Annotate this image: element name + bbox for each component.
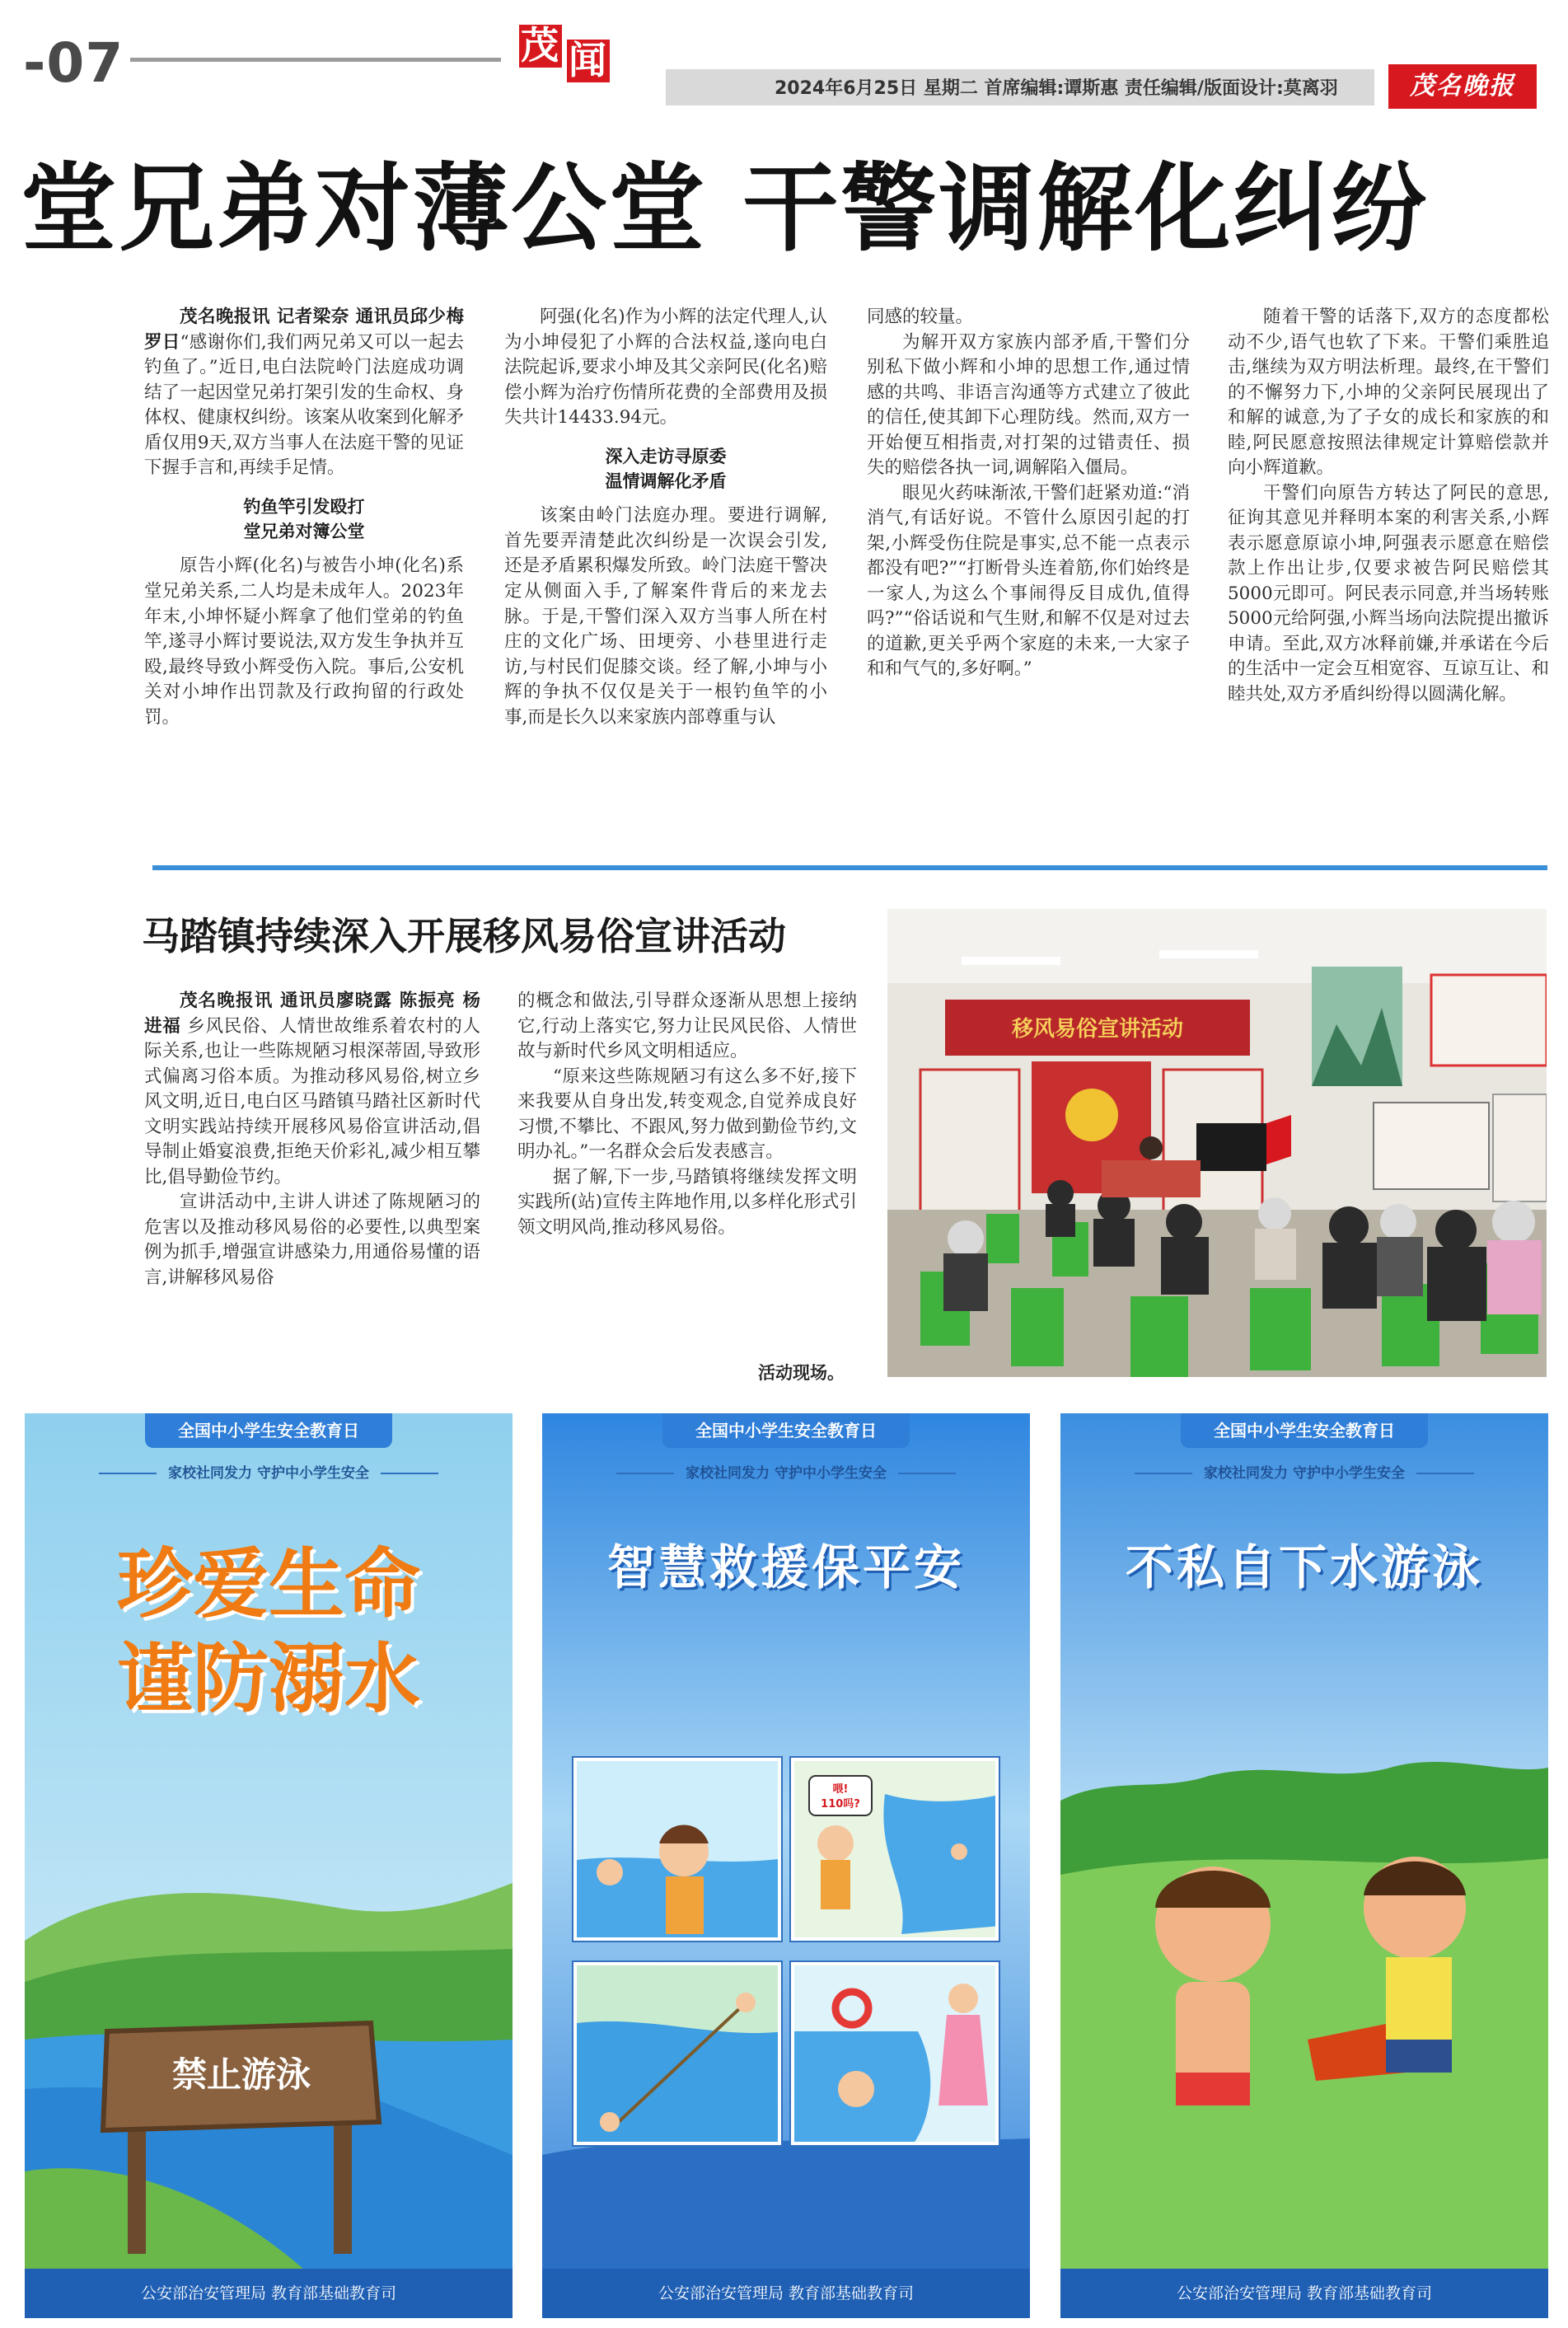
article1-headline: 堂兄弟对薄公堂 干警调解化纠纷 <box>21 153 1430 265</box>
poster3-title: 不私自下水游泳 <box>1125 1539 1483 1595</box>
poster2-title: 智慧救援保平安 <box>606 1539 965 1595</box>
svg-text:喂!: 喂! <box>832 1783 849 1796</box>
article2-headline: 马踏镇持续深入开展移风易俗宣讲活动 <box>142 914 786 958</box>
article2-col1: 茂名晚报讯 通讯员廖晓露 陈振亮 杨进福 乡风民俗、人情世故维系着农村的人际关系,也让一些陈规陋习根深蒂固,导致形式偏离习俗本质。为推动移风易俗,树立乡风文明,近日,电白区马踏镇马踏社区新时代文明实践站持续开展移风易俗宣讲活动,倡导制止婚宴浪费,拒绝天价彩礼,减少相互攀比,倡导勤俭节约。 宣讲活动中,主讲人讲述了陈规陋习的危害以及推动移风易俗的必要性,以典型案例为抓手,增强宣讲感染力,用通俗易懂的语言,讲解移风易俗 <box>144 991 480 1288</box>
newspaper-logo: 茂名晚报 <box>1388 64 1537 109</box>
poster1-motto: 家校社同发力 守护中小学生安全 <box>25 1461 513 1482</box>
poster1-footer: 公安部治安管理局 教育部基础教育司 <box>25 2269 513 2318</box>
article1-subhead-2: 深入走访寻原委 温情调解化矛盾 <box>605 446 727 492</box>
photo-caption: 活动现场。 <box>758 1363 845 1383</box>
article1-col3: 同感的较量。 为解开双方家族内部矛盾,干警们分别私下做小辉和小坤的思想工作,通过情感的共鸣、非语言沟通等方式建立了彼此的信任,使其卸下心理防线。然而,双方一开始便互相指责,对打架的过错责任、损失的赔偿各执一词,调解陷入僵局。 眼见火药味渐浓,干警们赶紧劝道:“消消气,有话好说。不管什么原因引起的打架,小辉受伤住院是事实,总不能一点表示都没有吧?”“打断骨头连着筋,你们始终是一家人,为这么个事闹得反目成仇,值得吗?”“俗话说和气生财,和解不仅是对过去的道歉,更关乎两个家庭的未来,一大家子和和气气的,多好啊。” <box>867 307 1190 680</box>
article1-col2: 阿强(化名)作为小辉的法定代理人,认为小坤侵犯了小辉的合法权益,遂向电白法院起诉,要求小坤及其父亲阿民(化名)赔偿小辉为治疗伤情所花费的全部费用及损失共计14433.94元。 深入走访寻原委 温情调解化矛盾 该案由岭门法庭办理。要进行调解,首先要弄清楚此次纠纷是一次误会引发,还是矛盾累积爆发所致。岭门法庭干警决定从侧面入手,了解案件背后的来龙去脉。于是,干警们深入双方当事人所在村庄的文化广场、田埂旁、小巷里进行走访,与村民们促膝交谈。经了解,小坤与小辉的争执不仅仅是关于一根钓鱼竿的小事,而是长久以来家族内部尊重与认 <box>504 307 827 728</box>
comic-panel-4 <box>791 1962 999 2145</box>
article2-lead: 茂名晚报讯 通讯员廖晓露 陈振亮 杨进福 <box>144 991 480 1037</box>
poster-drowning-prevention <box>25 1413 513 2318</box>
poster2-footer: 公安部治安管理局 教育部基础教育司 <box>542 2269 1030 2318</box>
poster1-tag: 全国中小学生安全教育日 <box>145 1413 392 1448</box>
svg-text:110吗?: 110吗? <box>821 1798 860 1810</box>
poster1-title: 珍爱生命 谨防溺水 <box>116 1540 420 1723</box>
poster-smart-rescue <box>542 1413 1030 2318</box>
page-rule <box>130 58 501 62</box>
poster2-motto: 家校社同发力 守护中小学生安全 <box>542 1461 1030 1482</box>
poster3-footer: 公安部治安管理局 教育部基础教育司 <box>1060 2269 1548 2318</box>
page-number: -07 <box>23 31 124 95</box>
article1-subhead-1: 钓鱼竿引发殴打 堂兄弟对簿公堂 <box>243 496 365 542</box>
poster3-tag: 全国中小学生安全教育日 <box>1181 1413 1428 1448</box>
section-char-2: 闻 <box>569 38 606 82</box>
section-badge <box>519 25 651 94</box>
comic-panel-1 <box>573 1758 781 1941</box>
section-char-1: 茂 <box>521 23 559 68</box>
article1-lead: 茂名晚报讯 记者梁奈 通讯员邱少梅 罗日 <box>144 307 464 353</box>
article1-col4: 随着干警的话落下,双方的态度都松动不少,语气也软了下来。干警们乘胜追击,继续为双方明法析理。最终,在干警们的不懈努力下,小坤的父亲阿民展现出了和解的诚意,为了子女的成长和家族的和睦,阿民愿意按照法律规定计算赔偿款并向小辉道歉。 干警们向原告方转达了阿民的意思,征询其意见并释明本案的利害关系,小辉表示愿意原谅小坤,阿强表示愿意在赔偿款上作出让步,仅要求被告阿民赔偿其5000元即可。阿民表示同意,并当场转账5000元给阿强,小辉当场向法院提出撤诉申请。至此,双方冰释前嫌,并承诺在今后的生活中一定会互相宽容、互谅互让、和睦共处,双方矛盾纠纷得以圆满化解。 <box>1228 307 1549 705</box>
issue-info: 2024年6月25日 星期二 首席编辑:谭斯惠 责任编辑/版面设计:莫离羽 <box>775 78 1338 99</box>
comic-panel-3 <box>573 1962 781 2145</box>
poster-no-private-swimming <box>1060 1413 1548 2318</box>
article2-col2: 的概念和做法,引导群众逐渐从思想上接纳它,行动上落实它,努力让民风民俗、人情世故与新时代乡风文明相适应。 “原来这些陈规陋习有这么多不好,接下来我要从自身出发,转变观念,自觉养成良好习惯,不攀比、不跟风,努力做到勤俭节约,文明办礼。”一名群众会后发表感言。 据了解,下一步,马踏镇将继续发挥文明实践所(站)宣传主阵地作用,以多样化形式引领文明风尚,推动移风易俗。 <box>517 991 857 1238</box>
poster3-motto: 家校社同发力 守护中小学生安全 <box>1060 1461 1548 1482</box>
section-divider <box>152 865 1547 870</box>
article1-col1: 茂名晚报讯 记者梁奈 通讯员邱少梅 罗日“感谢你们,我们两兄弟又可以一起去钓鱼了。”近日,电白法院岭门法庭成功调结了一起因堂兄弟打架引发的生命权、身体权、健康权纠纷。该案从收案到化解矛盾仅用9天,双方当事人在法庭干警的见证下握手言和,再续手足情。 钓鱼竿引发殴打 堂兄弟对簿公堂 原告小辉(化名)与被告小坤(化名)系堂兄弟关系,二人均是未成年人。2023年年末,小坤怀疑小辉拿了他们堂弟的钓鱼竿,遂寻小辉讨要说法,双方发生争执并互殴,最终导致小辉受伤入院。事后,公安机关对小坤作出罚款及行政拘留的行政处罚。 <box>144 307 464 728</box>
comic-panel-2 <box>791 1758 999 1941</box>
poster2-tag: 全国中小学生安全教育日 <box>662 1413 910 1448</box>
no-swimming-sign: 禁止游泳 <box>171 2054 311 2095</box>
activity-photo <box>887 909 1547 1377</box>
svg-text:移风易俗宣讲活动: 移风易俗宣讲活动 <box>1011 1017 1184 1042</box>
